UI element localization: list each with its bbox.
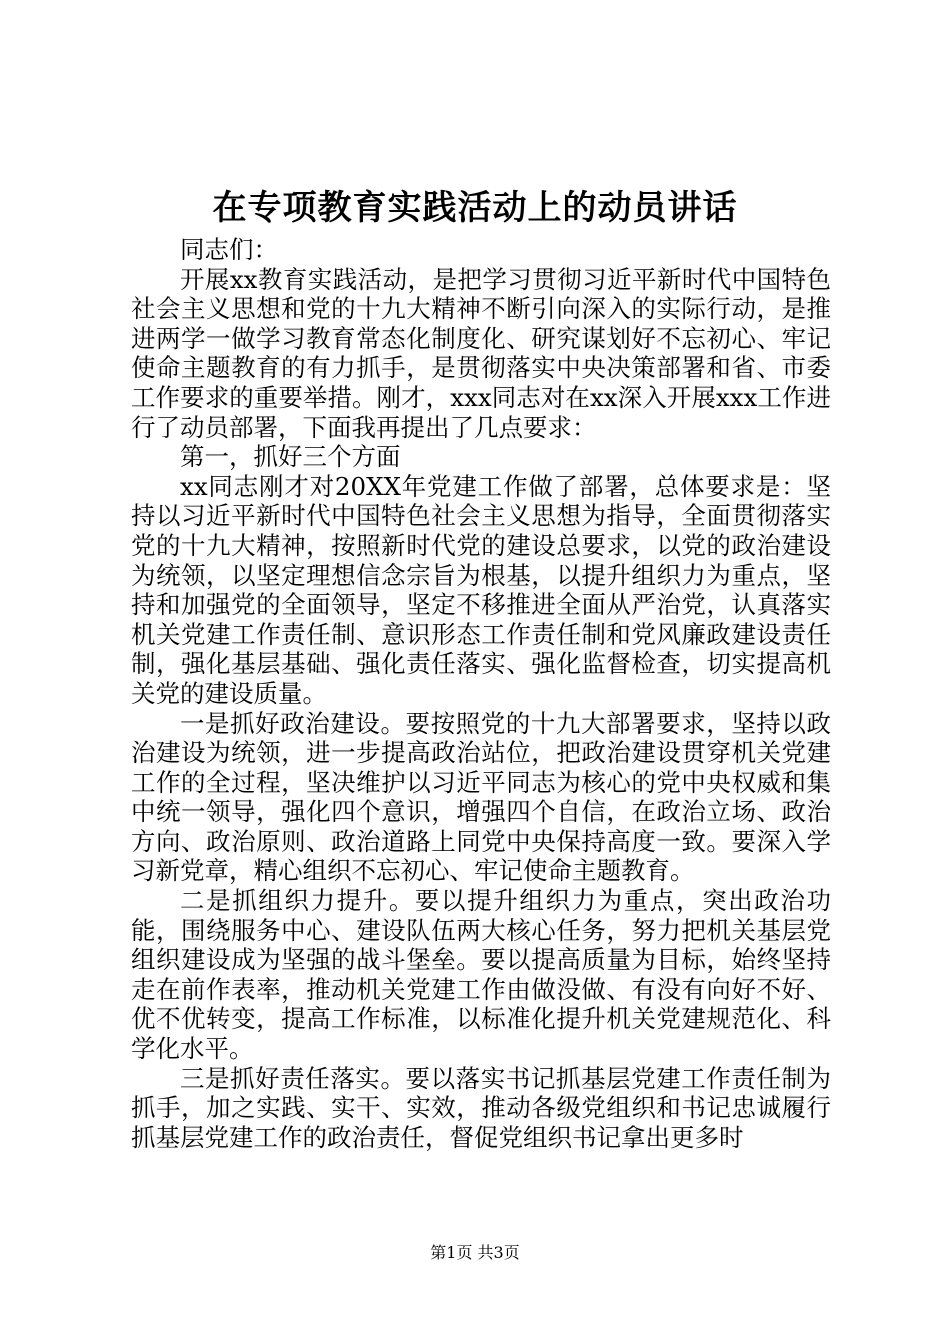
paragraph-responsibility: 三是抓好责任落实。要以落实书记抓基层党建工作责任制为抓手，加之实践、实干、实效，推动各级党组织和书记忠诚履行抓基层党建工作的政治责任，督促党组织书记拿出更多时 bbox=[131, 1063, 831, 1152]
salutation: 同志们： bbox=[180, 235, 278, 264]
document-title: 在专项教育实践活动上的动员讲话 bbox=[212, 188, 738, 228]
paragraph-intro: 开展xx教育实践活动，是把学习贯彻习近平新时代中国特色社会主义思想和党的十九大精神不断引向深入的实际行动，是推进两学一做学习教育常态化制度化、研究谋划好不忘初心、牢记使命主题教育的有力抓手，是贯彻落实中央决策部署和省、市委工作要求的重要举措。刚才，xxx同志对在xx深入开展xxx工作进行了动员部署，下面我再提出了几点要求： bbox=[131, 264, 831, 442]
page-footer: 第1页 共3页 bbox=[430, 1243, 520, 1262]
paragraph-organization: 二是抓组织力提升。要以提升组织力为重点，突出政治功能，围绕服务中心、建设队伍两大核心任务，努力把机关基层党组织建设成为坚强的战斗堡垒。要以提高质量为目标，始终坚持走在前作表率，推动机关党建工作由做没做、有没有向好不好、优不优转变，提高工作标准，以标准化提升机关党建规范化、科学化水平。 bbox=[131, 886, 831, 1064]
document-body bbox=[131, 235, 831, 1152]
section-heading: 第一，抓好三个方面 bbox=[180, 442, 401, 472]
paragraph-political-building: 一是抓好政治建设。要按照党的十九大部署要求，坚持以政治建设为统领，进一步提高政治站位，把政治建设贯穿机关党建工作的全过程，坚决维护以习近平同志为核心的党中央权威和集中统一领导，强化四个意识，增强四个自信，在政治立场、政治方向、政治原则、政治道路上同党中央保持高度一致。要深入学习新党章，精心组织不忘初心、牢记使命主题教育。 bbox=[131, 708, 831, 886]
paragraph-overall-requirements: xx同志刚才对20XX年党建工作做了部署，总体要求是：坚持以习近平新时代中国特色社会主义思想为指导，全面贯彻落实党的十九大精神，按照新时代党的建设总要求，以党的政治建设为统领，以坚定理想信念宗旨为根基，以提升组织力为重点，坚持和加强党的全面领导，坚定不移推进全面从严治党，认真落实机关党建工作责任制、意识形态工作责任制和党风廉政建设责任制，强化基层基础、强化责任落实、强化监督检查，切实提高机关党的建设质量。 bbox=[131, 471, 831, 708]
